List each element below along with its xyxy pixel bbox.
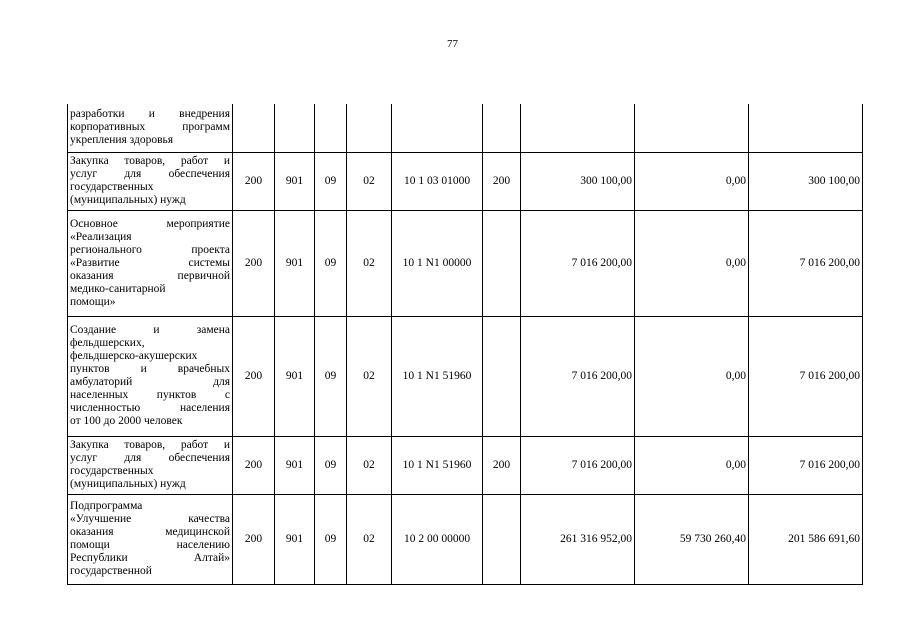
target-article-cell <box>392 104 483 152</box>
federal-amount-cell: 0,00 <box>635 210 749 316</box>
code-cell: 200 <box>233 494 275 584</box>
expense-type-cell <box>483 210 521 316</box>
expense-type-cell: 200 <box>483 152 521 210</box>
federal-amount-cell <box>635 104 749 152</box>
regional-amount-cell: 7 016 200,00 <box>749 210 863 316</box>
regional-amount-cell: 7 016 200,00 <box>749 436 863 494</box>
code-cell: 200 <box>233 152 275 210</box>
code-cell: 200 <box>233 210 275 316</box>
ministry-code-cell: 901 <box>275 316 315 436</box>
section-code-cell: 09 <box>315 436 347 494</box>
table-row <box>68 104 863 152</box>
code-cell: 200 <box>233 436 275 494</box>
code-cell: 200 <box>233 316 275 436</box>
item-name-line: «Улучшение качества <box>70 513 230 525</box>
item-name-line: «Развитие системы <box>70 256 230 269</box>
item-name-line: укрепления здоровья <box>70 134 174 147</box>
target-article-cell: 10 1 N1 51960 <box>392 316 483 436</box>
subsection-code-cell: 02 <box>347 152 392 210</box>
subsection-code-cell: 02 <box>347 316 392 436</box>
expense-type-cell <box>483 104 521 152</box>
item-name-line: «Реализация <box>70 230 132 243</box>
target-article-cell: 10 1 N1 00000 <box>392 210 483 316</box>
ministry-code-cell: 901 <box>275 152 315 210</box>
item-name-line: Республики Алтай» <box>70 552 230 564</box>
target-article-cell: 10 1 N1 51960 <box>392 436 483 494</box>
regional-amount-cell: 7 016 200,00 <box>749 316 863 436</box>
item-name-line: помощи населению <box>70 539 230 551</box>
ministry-code-cell: 901 <box>275 494 315 584</box>
total-amount-cell: 261 316 952,00 <box>521 494 635 584</box>
ministry-code-cell <box>275 104 315 152</box>
item-name-line: государственных <box>70 181 154 193</box>
federal-amount-cell: 0,00 <box>635 316 749 436</box>
expense-type-cell <box>483 316 521 436</box>
table-row <box>68 316 863 436</box>
federal-amount-cell: 0,00 <box>635 152 749 210</box>
item-name-line: фельдшерских, <box>70 337 145 349</box>
expense-type-cell <box>483 494 521 584</box>
item-name-line: амбулаторий для <box>70 376 230 388</box>
item-name-line: от 100 до 2000 человек <box>70 415 183 427</box>
total-amount-cell: 7 016 200,00 <box>521 210 635 316</box>
federal-amount-cell: 0,00 <box>635 436 749 494</box>
table-row <box>68 152 863 210</box>
page-number: 77 <box>447 38 458 50</box>
section-code-cell: 09 <box>315 152 347 210</box>
item-name-line: оказания медицинской <box>70 526 230 538</box>
item-name-line: населенных пунктов с <box>70 389 230 401</box>
item-name-line: государственных <box>70 465 154 477</box>
subsection-code-cell: 02 <box>347 494 392 584</box>
item-name-line: государственной <box>70 565 152 577</box>
item-name-line: Создание и замена <box>70 324 230 336</box>
item-name-line: помощи» <box>70 295 116 308</box>
budget-table <box>67 104 863 585</box>
item-name-line: услуг для обеспечения <box>70 168 230 180</box>
total-amount-cell: 7 016 200,00 <box>521 436 635 494</box>
total-amount-cell: 300 100,00 <box>521 152 635 210</box>
section-code-cell: 09 <box>315 210 347 316</box>
item-name-line: фельдшерско-акушерских <box>70 350 198 362</box>
total-amount-cell: 7 016 200,00 <box>521 316 635 436</box>
item-name-line: (муниципальных) нужд <box>70 194 186 206</box>
regional-amount-cell: 201 586 691,60 <box>749 494 863 584</box>
regional-amount-cell <box>749 104 863 152</box>
target-article-cell: 10 1 03 01000 <box>392 152 483 210</box>
item-name-line: Закупка товаров, работ и <box>70 155 230 167</box>
regional-amount-cell: 300 100,00 <box>749 152 863 210</box>
item-name-line: регионального проекта <box>70 243 230 256</box>
table-row <box>68 210 863 316</box>
item-name-line: численностью населения <box>70 402 230 414</box>
item-name-cell <box>68 210 233 316</box>
ministry-code-cell: 901 <box>275 210 315 316</box>
expense-type-cell: 200 <box>483 436 521 494</box>
subsection-code-cell: 02 <box>347 436 392 494</box>
section-code-cell: 09 <box>315 494 347 584</box>
item-name-cell <box>68 436 233 494</box>
code-cell <box>233 104 275 152</box>
item-name-cell <box>68 104 233 152</box>
item-name-line: (муниципальных) нужд <box>70 478 186 490</box>
item-name-line: корпоративных программ <box>70 121 230 134</box>
item-name-cell <box>68 316 233 436</box>
table-row <box>68 436 863 494</box>
total-amount-cell <box>521 104 635 152</box>
section-code-cell <box>315 104 347 152</box>
budget-table-body <box>68 104 863 584</box>
item-name-cell <box>68 152 233 210</box>
item-name-line: медико-санитарной <box>70 282 166 295</box>
target-article-cell: 10 2 00 00000 <box>392 494 483 584</box>
section-code-cell: 09 <box>315 316 347 436</box>
item-name-line: оказания первичной <box>70 269 230 282</box>
federal-amount-cell: 59 730 260,40 <box>635 494 749 584</box>
item-name-line: разработки и внедрения <box>70 108 230 121</box>
subsection-code-cell: 02 <box>347 210 392 316</box>
item-name-line: услуг для обеспечения <box>70 452 230 464</box>
item-name-line: Основное мероприятие <box>70 217 230 230</box>
item-name-cell <box>68 494 233 584</box>
item-name-line: пунктов и врачебных <box>70 363 230 375</box>
item-name-line: Подпрограмма <box>70 500 143 512</box>
table-row <box>68 494 863 584</box>
ministry-code-cell: 901 <box>275 436 315 494</box>
subsection-code-cell <box>347 104 392 152</box>
item-name-line: Закупка товаров, работ и <box>70 439 230 451</box>
